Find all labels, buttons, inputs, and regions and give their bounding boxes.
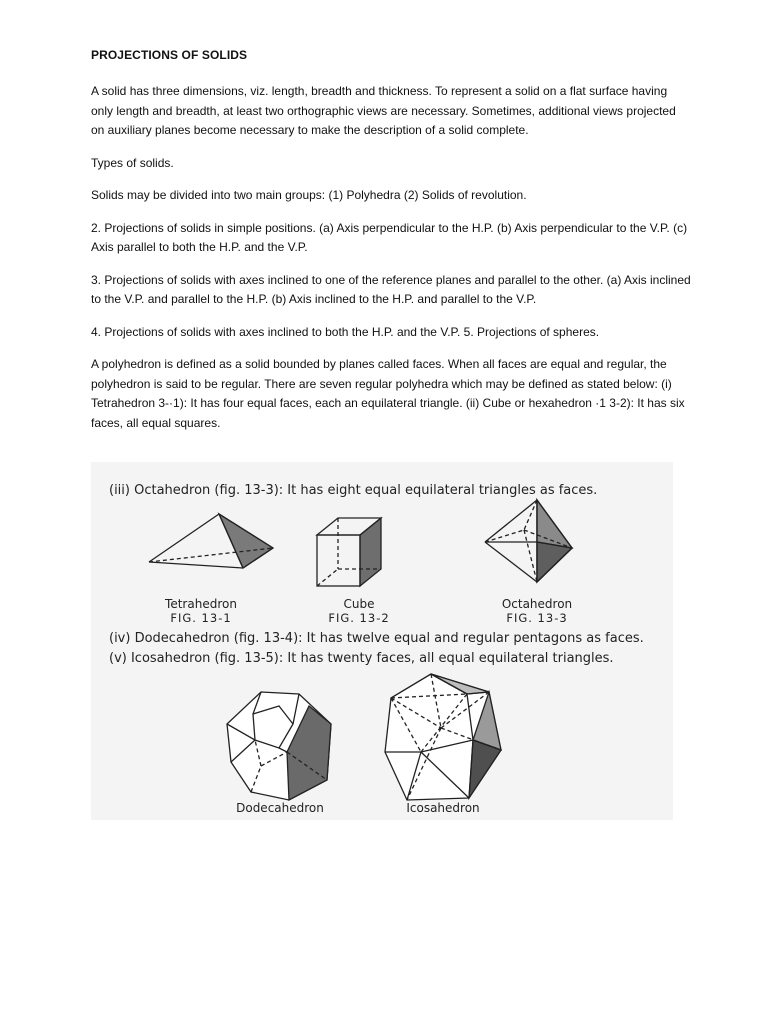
document-body [91,48,691,446]
tetrahedron-label: Tetrahedron [165,597,237,611]
icosahedron-label: Icosahedron [406,801,480,815]
octahedron-label: Octahedron [501,597,573,611]
paragraph-simple-positions: 2. Projections of solids in simple positions. (a) Axis perpendicular to the H.P. (b) Axis perpendicular to the V.P. (c) Axis parallel to both the H.P. and the V.P. [91,220,688,254]
paragraph-groups: Solids may be divided into two main groups: (1) Polyhedra (2) Solids of revolution. [91,188,527,202]
icosahedron-drawing [385,674,501,800]
paragraph-inclined-both: 4. Projections of solids with axes inclined to both the H.P. and the V.P. 5. Projections of spheres. [91,324,600,339]
icosahedron-description: (v) Icosahedron (fig. 13-5): It has twenty faces, all equal equilateral triangles. [109,651,614,666]
dodecahedron-label: Dodecahedron [236,801,324,815]
paragraph-polyhedron: A polyhedron is defined as a solid bounded by planes called faces. When all faces are equal and regular, the polyhedron is said to be regular. There are seven regular polyhedra which may be defined as stated below: (i) Tetrahedron 3-·1): It has four equal faces, each an equilateral triangle. (ii) Cube or hexahedron ·1 3-2): It has six faces, all equal squares. [91,357,685,430]
paragraph-inclined-one: 3. Projections of solids with axes inclined to one of the reference planes and parallel to the other. (a) Axis inclined to the V.P. and parallel to the H.P. (b) Axis inclined to the H.P. and parallel to the V.P. [91,272,691,306]
tetrahedron-fig-number: FIG. 13-1 [170,611,232,625]
tetrahedron-drawing [149,514,273,568]
dodecahedron-description: (iv) Dodecahedron (fig. 13-4): It has twelve equal and regular pentagons as faces. [109,631,644,646]
octahedron-fig-number: FIG. 13-3 [506,611,568,625]
cube-fig-number: FIG. 13-2 [328,611,390,625]
scanned-figure [91,462,673,820]
page-title: PROJECTIONS OF SOLIDS [91,48,248,62]
paragraph-intro: A solid has three dimensions, viz. length, breadth and thickness. To represent a solid on a flat surface having only length and breadth, at least two orthographic views are necessary. Sometimes, additional views projected on auxiliary planes become necessary to make the description of a solid complete. [91,84,676,137]
cube-label: Cube [343,597,375,611]
octahedron-drawing [485,500,572,582]
paragraph-types: Types of solids. [91,155,174,170]
dodecahedron-drawing [227,692,331,800]
octahedron-description: (iii) Octahedron (fig. 13-3): It has eight equal equilateral triangles as faces. [109,483,598,498]
cube-drawing [317,518,381,586]
